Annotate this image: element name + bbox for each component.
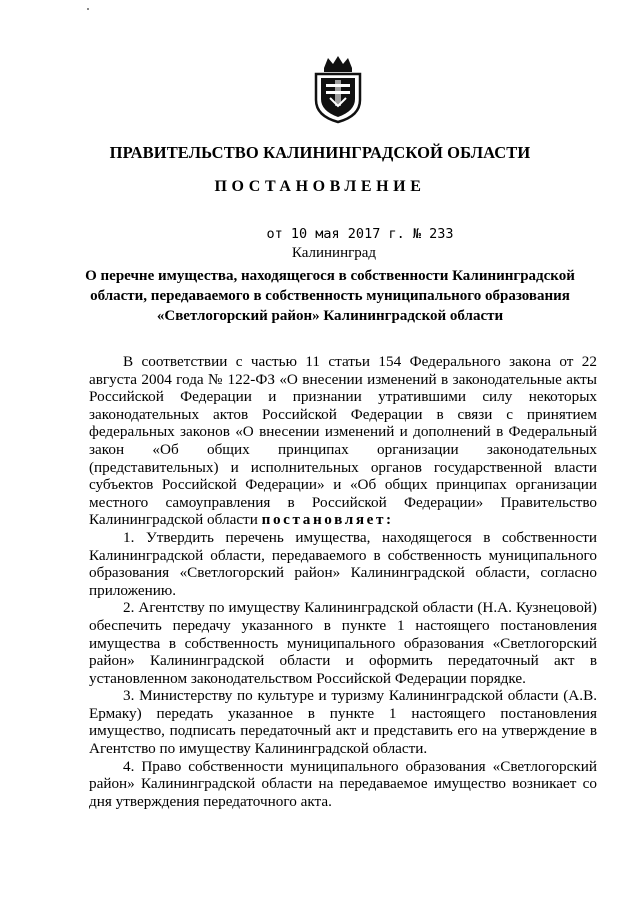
organization-title: ПРАВИТЕЛЬСТВО КАЛИНИНГРАДСКОЙ ОБЛАСТИ — [109, 143, 531, 162]
document-type: ПОСТАНОВЛЕНИЕ — [214, 178, 426, 195]
subject-line: области, передаваемого в собственность муниципального образования — [90, 288, 570, 304]
document-subject — [60, 266, 600, 326]
decree-word: постановляет: — [261, 511, 394, 529]
city: Калининград — [291, 245, 377, 261]
coat-of-arms-icon — [312, 54, 364, 124]
preamble-text: В соответствии с частью 11 статьи 154 Федерального закона от 22 августа 2004 года № 122-ФЗ «О внесении изменений в законодательные акты Российской Федерации и признании утратившими силу некоторых законодательных актов Российской Федерации в связи с принятием федеральных законов «О внесении изменений и дополнений в Федеральный закон «Об общих принципах организации законодательных (представительных) и исполнительных органов государственной власти субъектов Российской Федерации» и «Об общих принципах организации местного самоуправления в Российской Федерации» Правительство Калининградской области — [89, 353, 597, 529]
subject-line: О перечне имущества, находящегося в собственности Калининградской — [85, 268, 575, 284]
item-2-paragraph: 2. Агентству по имуществу Калининградской области (Н.А. Кузнецовой) обеспечить передачу указанного в пункте 1 настоящего постановления имущества в собственность муниципального образования «Светлогорский район» Калининградской области и оформить передаточный акт в установленном законодательством Российской Федерации порядке. — [89, 599, 597, 687]
subject-line: «Светлогорский район» Калининградской области — [156, 308, 504, 324]
item-3-paragraph: 3. Министерству по культуре и туризму Калининградской области (А.В. Ермаку) передать указанное в пункте 1 настоящего постановления имущество, подписать передаточный акт и представить его на утверждение в Агентство по имуществу Калининградской области. — [89, 687, 597, 758]
date-and-number: от 10 мая 2017 г. № 233 — [266, 226, 454, 242]
scan-speck — [87, 8, 89, 10]
document-body — [89, 353, 597, 810]
item-4-paragraph: 4. Право собственности муниципального образования «Светлогорский район» Калининградской области на передаваемое имущество возникает со дня утверждения передаточного акта. — [89, 757, 597, 810]
preamble-paragraph — [89, 353, 597, 529]
item-1-paragraph: 1. Утвердить перечень имущества, находящегося в собственности Калининградской области, передаваемого в собственность муниципального образования «Светлогорский район» Калининградской области, согласно приложению. — [89, 528, 597, 599]
